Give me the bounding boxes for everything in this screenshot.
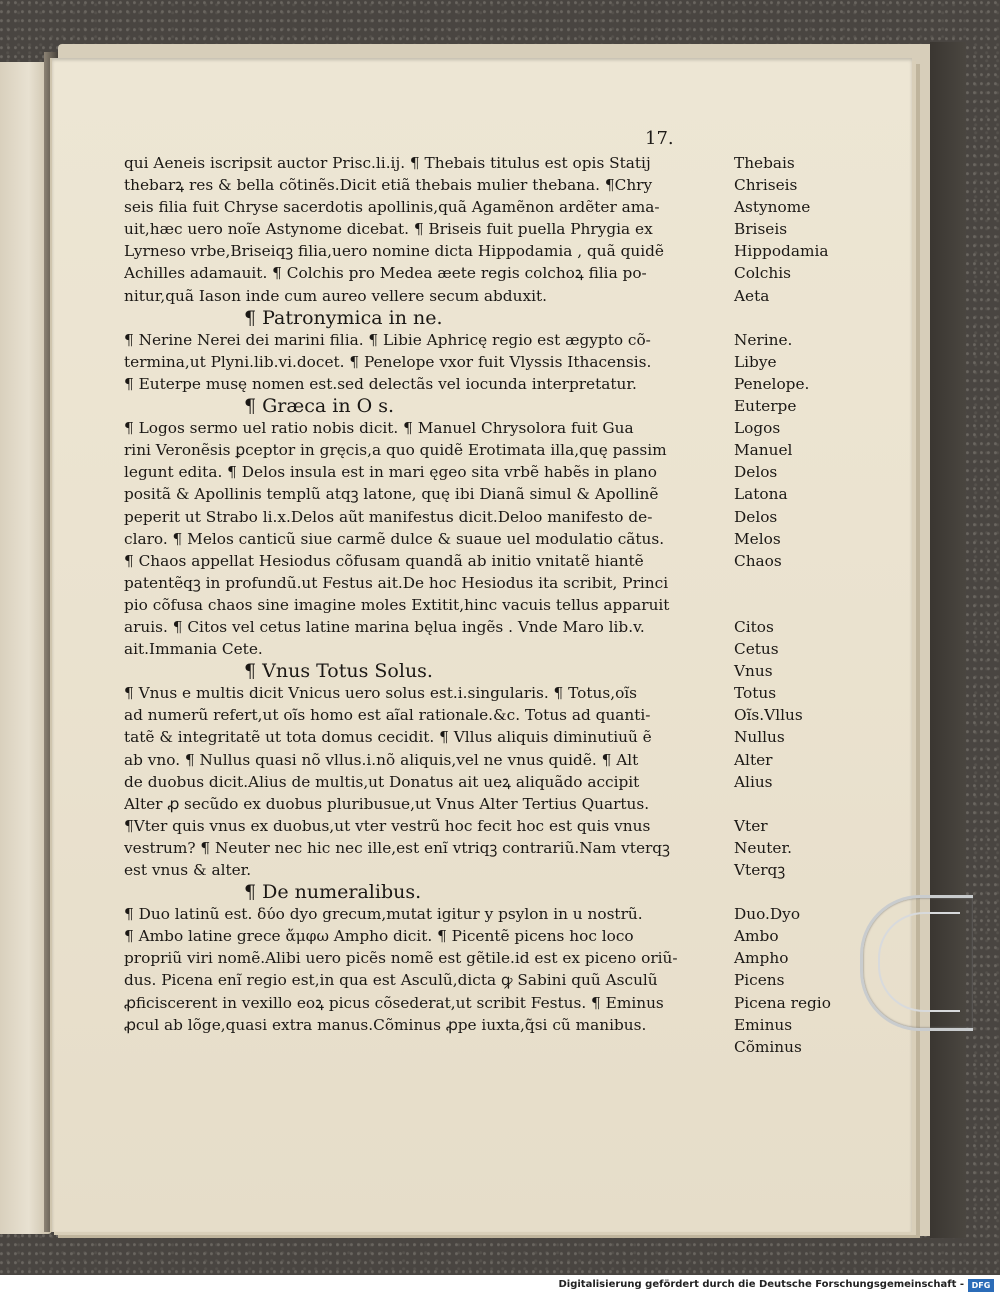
margin-note: Cetus xyxy=(734,640,779,659)
text-line: positã & Apollinis templũ atqꝫ latone, quę ibi Dianã simul & Apollinẽ xyxy=(124,485,659,504)
margin-note: Eminus xyxy=(734,1015,793,1034)
text-line: nitur,quã Iason inde cum aureo vellere secum abduxit. xyxy=(124,286,547,305)
margin-note: Logos xyxy=(734,419,781,438)
margin-note: Delos xyxy=(734,507,778,526)
margin-note: Vter xyxy=(734,816,768,835)
text-line: Alter ꝓ secũdo ex duobus pluribusue,ut Vnus Alter Tertius Quartus. xyxy=(124,794,650,813)
margin-note: Picens xyxy=(734,971,785,990)
text-line: ¶ Euterpe musę nomen est.sed delectãs vel iocunda interpretatur. xyxy=(124,374,637,393)
margin-note: Euterpe xyxy=(734,397,797,416)
text-line: ad numerũ refert,ut oĩs homo est aĩal rationale.&c. Totus ad quanti- xyxy=(124,706,651,725)
margin-note: Latona xyxy=(734,485,788,504)
digitization-credit: Digitalisierung gefördert durch die Deutsche Forschungsgemeinschaft - xyxy=(558,1279,964,1290)
dfg-logo: DFG xyxy=(968,1279,994,1292)
margin-note: Libye xyxy=(734,352,777,371)
text-line: dus. Picena enĩ regio est,in qua est Asculũ,dicta ꝙ Sabini quũ Asculũ xyxy=(124,971,658,990)
section-heading: ¶ Græca in O s. xyxy=(244,395,395,418)
paper-clip-inner xyxy=(878,912,960,1012)
body-text xyxy=(124,152,724,1036)
margin-note: Colchis xyxy=(734,264,791,283)
text-line: de duobus dicit.Alius de multis,ut Donatus ait ueꝝ aliquãdo accipit xyxy=(124,772,640,791)
margin-note: Vterqꝫ xyxy=(734,861,786,879)
section-heading: ¶ Vnus Totus Solus. xyxy=(244,660,433,683)
margin-note: Ampho xyxy=(734,949,789,968)
text-line: patentẽqꝫ in profundũ.ut Festus ait.De hoc Hesiodus ita scribit, Princi xyxy=(124,573,669,592)
margin-note: Manuel xyxy=(734,441,793,460)
margin-note: Citos xyxy=(734,617,774,636)
text-line: Lyrneso vrbe,Briseiqꝫ filia,uero nomine dicta Hippodamia , quã quidẽ xyxy=(124,242,664,261)
margin-note: Melos xyxy=(734,529,781,548)
text-line: tatẽ & integritatẽ ut tota domus cecidit. ¶ Vllus aliquis diminutiuũ ẽ xyxy=(124,728,652,747)
margin-note: Cõminus xyxy=(734,1037,802,1056)
margin-note: Nullus xyxy=(734,728,785,747)
text-line: Achilles adamauit. ¶ Colchis pro Medea æete regis colchoꝝ filia po- xyxy=(124,264,647,283)
margin-note: Alter xyxy=(734,750,773,769)
text-line: pio cõfusa chaos sine imagine moles Extitit,hinc vacuis tellus apparuit xyxy=(124,595,670,614)
text-line: ¶ Logos sermo uel ratio nobis dicit. ¶ Manuel Chrysolora fuit Gua xyxy=(124,419,634,438)
text-line: ¶ Ambo latine grece ἄμφω Ampho dicit. ¶ Picentẽ picens hoc loco xyxy=(124,927,634,946)
margin-note: Totus xyxy=(734,684,777,703)
text-line: legunt edita. ¶ Delos insula est in mari ęgeo sita vrbẽ habẽs in plano xyxy=(124,463,657,482)
text-line: ¶Vter quis vnus ex duobus,ut vter vestrũ hoc fecit hoc est quis vnus xyxy=(124,816,651,835)
text-line: rini Veronẽsis ꝑceptor in gręcis,a quo quidẽ Erotimata illa,quę passim xyxy=(124,441,667,460)
section-heading: ¶ Patronymica in ne. xyxy=(244,306,443,329)
section-heading: ¶ De numeralibus. xyxy=(244,881,422,904)
cover-right-edge xyxy=(930,42,966,1238)
marginal-notes xyxy=(734,152,864,1058)
margin-note: Picena regio xyxy=(734,993,831,1012)
text-line: ¶ Chaos appellat Hesiodus cõfusam quandã ab initio vnitatẽ hiantẽ xyxy=(124,551,644,570)
margin-note: Briseis xyxy=(734,220,788,239)
margin-note: Astynome xyxy=(734,198,811,217)
text-line: vestrum? ¶ Neuter nec hic nec ille,est enĩ vtriqꝫ contrariũ.Nam vterqꝫ xyxy=(124,838,670,857)
margin-note: Ambo xyxy=(734,927,779,946)
text-line: ¶ Vnus e multis dicit Vnicus uero solus est.i.singularis. ¶ Totus,oĩs xyxy=(124,684,638,703)
text-line: aruis. ¶ Citos vel cetus latine marina bęlua ingẽs . Vnde Maro lib.v. xyxy=(124,617,645,636)
margin-note: Aeta xyxy=(734,286,770,305)
margin-note xyxy=(734,572,864,594)
text-line: ꝓcul ab lõge,quasi extra manus.Cõminus ꝓpe iuxta,q̃si cũ manibus. xyxy=(124,1015,647,1034)
margin-note: Neuter. xyxy=(734,838,792,857)
margin-note: Hippodamia xyxy=(734,242,829,261)
text-line: thebarꝝ res & bella cõtinẽs.Dicit etiã thebais mulier thebana. ¶Chry xyxy=(124,176,653,195)
margin-note: Thebais xyxy=(734,154,795,172)
margin-note: Vnus xyxy=(734,662,773,681)
margin-note xyxy=(734,594,864,616)
text-line: ait.Immania Cete. xyxy=(124,640,263,659)
text-line: ꝓficiscerent in vexillo eoꝝ picus cõsederat,ut scribit Festus. ¶ Eminus xyxy=(124,993,664,1012)
text-line: propriũ viri nomẽ.Alibi uero picẽs nomẽ est gẽtile.id est ex piceno oriũ- xyxy=(124,949,678,968)
margin-note xyxy=(734,307,864,329)
margin-note: Alius xyxy=(734,772,773,791)
text-line: seis filia fuit Chryse sacerdotis apollinis,quã Agamẽnon ardẽter ama- xyxy=(124,198,660,217)
margin-note: Chriseis xyxy=(734,176,798,195)
text-line: claro. ¶ Melos canticũ siue carmẽ dulce & suaue uel modulatio cãtus. xyxy=(124,529,665,548)
text-line: uit,hæc uero noĩe Astynome dicebat. ¶ Briseis fuit puella Phrygia ex xyxy=(124,220,653,239)
text-line: ab vno. ¶ Nullus quasi nõ vllus.i.nõ aliquis,vel ne vnus quidẽ. ¶ Alt xyxy=(124,750,639,769)
text-line: qui Aeneis iscripsit auctor Prisc.li.ij. ¶ Thebais titulus est opis Statij xyxy=(124,154,651,172)
margin-note: Chaos xyxy=(734,551,782,570)
text-line: termina,ut Plyni.lib.vi.docet. ¶ Penelope vxor fuit Vlyssis Ithacensis. xyxy=(124,352,652,371)
text-line: peperit ut Strabo li.x.Delos aũt manifestus dicit.Deloo manifesto de- xyxy=(124,507,653,526)
margin-note xyxy=(734,881,864,903)
margin-note xyxy=(734,793,864,815)
margin-note: Nerine. xyxy=(734,330,793,349)
margin-note: Duo.Dyo xyxy=(734,905,801,924)
text-line: est vnus & alter. xyxy=(124,861,252,879)
text-line: ¶ Duo latinũ est. δύο dyo grecum,mutat igitur y psylon in u nostrũ. xyxy=(124,905,643,924)
margin-note: Delos xyxy=(734,463,778,482)
text-line: ¶ Nerine Nerei dei marini filia. ¶ Libie Aphricę regio est ægypto cõ- xyxy=(124,330,651,349)
margin-note: Oĩs.Vllus xyxy=(734,706,803,725)
folio-number: 17. xyxy=(645,128,674,149)
margin-note: Penelope. xyxy=(734,374,810,393)
